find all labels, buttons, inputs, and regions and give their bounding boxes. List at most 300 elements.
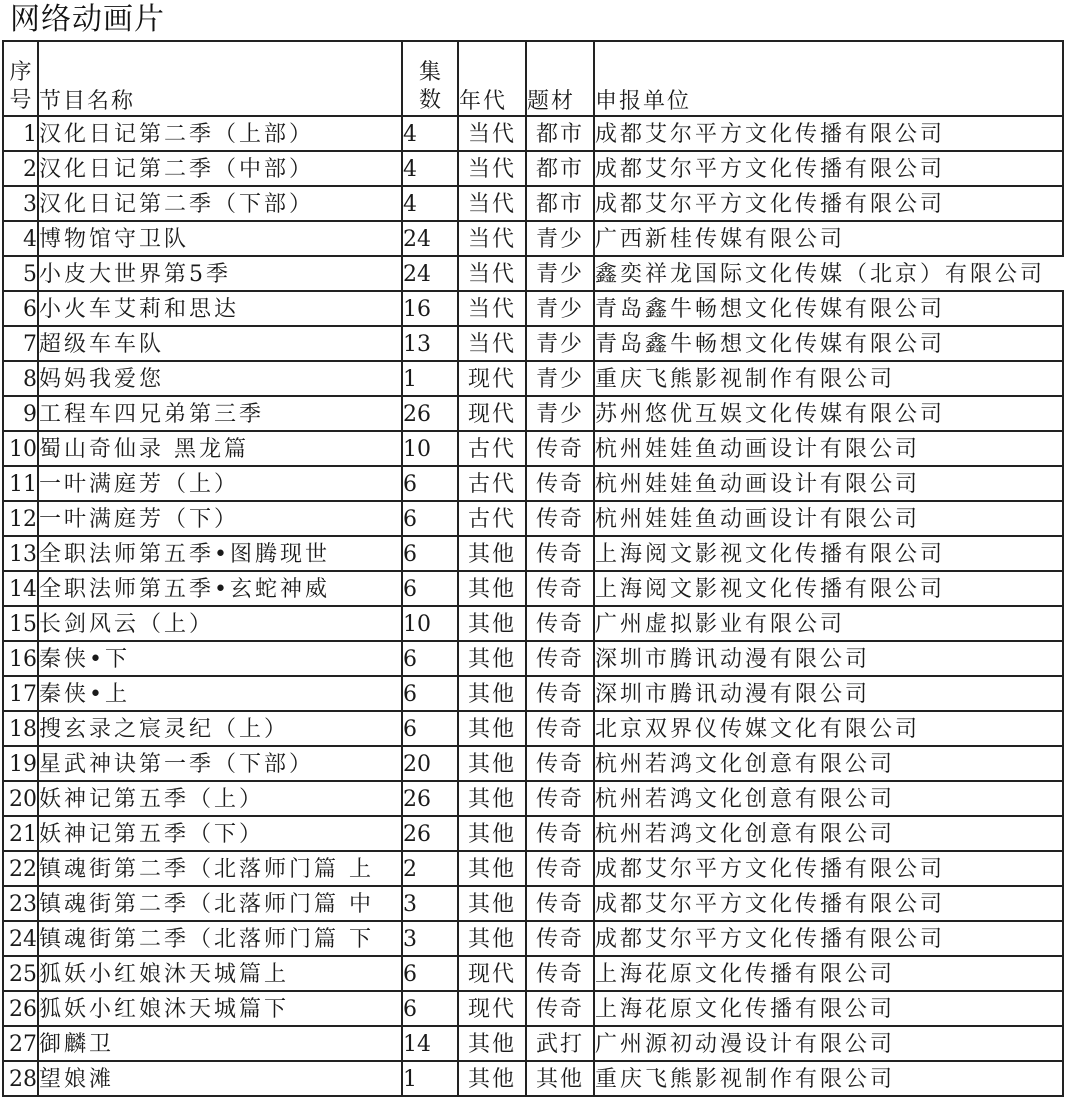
- cell-episodes: [402, 221, 458, 256]
- cell-episodes-text: 26: [403, 402, 431, 427]
- cell-unit-text: 青岛鑫牛畅想文化传媒有限公司: [595, 332, 946, 357]
- cell-index-text: 15: [9, 612, 37, 637]
- cell-era-text: 现代: [467, 962, 516, 987]
- cell-genre: [526, 221, 594, 256]
- cell-unit: [594, 991, 1063, 1026]
- cell-episodes: [402, 326, 458, 361]
- cell-index-text: 9: [23, 402, 37, 427]
- cell-episodes: [402, 396, 458, 431]
- cell-name: [38, 431, 402, 466]
- cell-index-text: 5: [23, 262, 37, 287]
- cell-episodes-text: 16: [403, 297, 431, 322]
- cell-episodes-text: 10: [403, 437, 431, 462]
- cell-index-text: 6: [23, 297, 37, 322]
- cell-unit-text: 成都艾尔平方文化传播有限公司: [595, 927, 946, 952]
- cell-index: [3, 641, 38, 676]
- cell-name: [38, 256, 402, 291]
- cell-index-text: 17: [9, 682, 37, 707]
- header-era: 年代: [458, 41, 526, 116]
- cell-era: [458, 886, 526, 921]
- cell-episodes: [402, 851, 458, 886]
- cell-name-text: 全职法师第五季•玄蛇神威: [39, 577, 330, 602]
- cell-index-text: 16: [9, 647, 37, 672]
- cell-genre-text: 青少: [535, 227, 584, 252]
- cell-unit-text: 深圳市腾讯动漫有限公司: [595, 682, 871, 707]
- cell-unit: [594, 851, 1063, 886]
- cell-unit: [594, 501, 1063, 536]
- cell-name-text: 镇魂街第二季（北落师门篇 下: [39, 927, 374, 952]
- cell-genre: [526, 536, 594, 571]
- cell-unit-text: 上海花原文化传播有限公司: [595, 997, 896, 1022]
- cell-episodes-text: 6: [403, 577, 417, 602]
- cell-name-text: 小火车艾莉和思达: [39, 297, 240, 322]
- cell-name: [38, 291, 402, 326]
- cell-index: [3, 256, 38, 291]
- cell-name: [38, 851, 402, 886]
- table-row: [3, 116, 1063, 151]
- cell-name: [38, 676, 402, 711]
- cell-era-text: 古代: [467, 437, 516, 462]
- cell-episodes: [402, 781, 458, 816]
- cell-episodes-text: 6: [403, 997, 417, 1022]
- cell-name: [38, 991, 402, 1026]
- cell-name-text: 汉化日记第二季（上部）: [39, 122, 315, 147]
- cell-episodes: [402, 711, 458, 746]
- cell-index-text: 8: [23, 367, 37, 392]
- cell-era-text: 其他: [467, 682, 516, 707]
- cell-genre-text: 传奇: [535, 857, 584, 882]
- cell-name: [38, 1061, 402, 1096]
- table-row: [3, 536, 1063, 571]
- cell-name: [38, 606, 402, 641]
- cell-name: [38, 956, 402, 991]
- cell-index: [3, 606, 38, 641]
- cell-episodes: [402, 956, 458, 991]
- cell-unit-text: 鑫奕祥龙国际文化传媒（北京）有限公司: [595, 262, 1046, 287]
- cell-episodes-text: 4: [403, 192, 417, 217]
- cell-unit: [594, 466, 1063, 501]
- cell-era-text: 当代: [467, 332, 516, 357]
- cell-genre-text: 都市: [535, 157, 584, 182]
- cell-index-text: 25: [9, 962, 37, 987]
- cell-unit: [594, 256, 1063, 291]
- cell-index: [3, 816, 38, 851]
- cell-unit: [594, 151, 1063, 186]
- cell-unit-text: 深圳市腾讯动漫有限公司: [595, 647, 871, 672]
- cell-index: [3, 571, 38, 606]
- table-row: [3, 1061, 1063, 1096]
- cell-era: [458, 816, 526, 851]
- cell-era-text: 其他: [467, 1032, 516, 1057]
- cell-genre: [526, 291, 594, 326]
- cell-index: [3, 291, 38, 326]
- header-episodes-line2: 数: [418, 88, 441, 113]
- cell-name: [38, 886, 402, 921]
- cell-genre: [526, 431, 594, 466]
- cell-genre: [526, 746, 594, 781]
- table-row: [3, 851, 1063, 886]
- cell-genre-text: 传奇: [535, 472, 584, 497]
- cell-genre-text: 传奇: [535, 647, 584, 672]
- cell-era-text: 现代: [467, 367, 516, 392]
- table-row: [3, 326, 1063, 361]
- cell-index-text: 14: [9, 577, 37, 602]
- cell-index: [3, 956, 38, 991]
- cell-era-text: 其他: [467, 752, 516, 777]
- cell-index: [3, 186, 38, 221]
- cell-unit-text: 重庆飞熊影视制作有限公司: [595, 1067, 896, 1092]
- cell-index-text: 20: [9, 787, 37, 812]
- cell-unit: [594, 431, 1063, 466]
- cell-name-text: 秦侠•下: [39, 647, 130, 672]
- cell-genre: [526, 711, 594, 746]
- program-table: [2, 40, 1064, 1097]
- cell-episodes: [402, 466, 458, 501]
- cell-unit-text: 成都艾尔平方文化传播有限公司: [595, 122, 946, 147]
- cell-genre-text: 青少: [535, 332, 584, 357]
- cell-index: [3, 396, 38, 431]
- cell-index: [3, 501, 38, 536]
- table-row: [3, 886, 1063, 921]
- cell-episodes: [402, 291, 458, 326]
- cell-episodes: [402, 536, 458, 571]
- cell-genre-text: 传奇: [535, 962, 584, 987]
- cell-unit-text: 杭州娃娃鱼动画设计有限公司: [595, 507, 921, 532]
- cell-episodes-text: 26: [403, 787, 431, 812]
- cell-era-text: 其他: [467, 542, 516, 567]
- header-index: [3, 41, 38, 116]
- cell-index: [3, 921, 38, 956]
- cell-genre-text: 传奇: [535, 752, 584, 777]
- cell-genre: [526, 816, 594, 851]
- cell-index-text: 7: [23, 332, 37, 357]
- cell-unit-text: 广州源初动漫设计有限公司: [595, 1032, 896, 1057]
- cell-episodes: [402, 1026, 458, 1061]
- table-row: [3, 186, 1063, 221]
- cell-unit-text: 青岛鑫牛畅想文化传媒有限公司: [595, 297, 946, 322]
- cell-name: [38, 711, 402, 746]
- header-genre: 题材: [526, 41, 594, 116]
- cell-index-text: 13: [9, 542, 37, 567]
- cell-unit: [594, 326, 1063, 361]
- cell-genre-text: 传奇: [535, 927, 584, 952]
- cell-era-text: 当代: [467, 157, 516, 182]
- cell-era-text: 古代: [467, 472, 516, 497]
- cell-name-text: 镇魂街第二季（北落师门篇 中: [39, 892, 374, 917]
- cell-index-text: 23: [9, 892, 37, 917]
- cell-genre-text: 青少: [535, 367, 584, 392]
- table-row: [3, 606, 1063, 641]
- cell-name-text: 妖神记第五季（上）: [39, 787, 265, 812]
- cell-era-text: 古代: [467, 507, 516, 532]
- cell-era: [458, 291, 526, 326]
- cell-index: [3, 746, 38, 781]
- cell-genre: [526, 361, 594, 396]
- table-row: [3, 571, 1063, 606]
- table-row: [3, 641, 1063, 676]
- cell-episodes-text: 10: [403, 612, 431, 637]
- cell-episodes: [402, 186, 458, 221]
- cell-index: [3, 326, 38, 361]
- cell-name-text: 汉化日记第二季（下部）: [39, 192, 315, 217]
- cell-episodes: [402, 816, 458, 851]
- cell-unit: [594, 676, 1063, 711]
- cell-name: [38, 151, 402, 186]
- table-row: [3, 361, 1063, 396]
- table-row: [3, 816, 1063, 851]
- cell-episodes: [402, 606, 458, 641]
- cell-episodes-text: 13: [403, 332, 431, 357]
- cell-episodes: [402, 886, 458, 921]
- cell-era-text: 当代: [467, 192, 516, 217]
- cell-unit-text: 上海阅文影视文化传播有限公司: [595, 542, 946, 567]
- cell-episodes-text: 6: [403, 647, 417, 672]
- cell-index: [3, 536, 38, 571]
- cell-index-text: 2: [23, 157, 37, 182]
- cell-era-text: 其他: [467, 787, 516, 812]
- cell-era: [458, 116, 526, 151]
- cell-unit: [594, 221, 1063, 256]
- table-row: [3, 151, 1063, 186]
- cell-genre-text: 传奇: [535, 822, 584, 847]
- cell-index-text: 21: [9, 822, 37, 847]
- cell-genre: [526, 921, 594, 956]
- table-row: [3, 256, 1063, 291]
- table-row: [3, 991, 1063, 1026]
- cell-era: [458, 431, 526, 466]
- cell-index: [3, 991, 38, 1026]
- cell-unit-text: 杭州若鸿文化创意有限公司: [595, 752, 896, 777]
- cell-era: [458, 781, 526, 816]
- cell-genre: [526, 641, 594, 676]
- cell-genre: [526, 186, 594, 221]
- cell-era: [458, 186, 526, 221]
- cell-genre: [526, 991, 594, 1026]
- cell-unit: [594, 571, 1063, 606]
- cell-index: [3, 1026, 38, 1061]
- cell-name: [38, 746, 402, 781]
- cell-index: [3, 1061, 38, 1096]
- header-index-line2: 号: [9, 88, 32, 113]
- cell-unit-text: 成都艾尔平方文化传播有限公司: [595, 892, 946, 917]
- cell-unit-text: 广西新桂传媒有限公司: [595, 227, 846, 252]
- cell-unit: [594, 361, 1063, 396]
- cell-unit-text: 杭州若鸿文化创意有限公司: [595, 787, 896, 812]
- cell-episodes: [402, 571, 458, 606]
- header-index-line1: 序: [9, 60, 32, 85]
- cell-era-text: 其他: [467, 577, 516, 602]
- cell-index: [3, 711, 38, 746]
- cell-name: [38, 186, 402, 221]
- cell-genre-text: 传奇: [535, 437, 584, 462]
- cell-unit: [594, 641, 1063, 676]
- cell-unit: [594, 1026, 1063, 1061]
- cell-unit-text: 成都艾尔平方文化传播有限公司: [595, 157, 946, 182]
- cell-genre: [526, 676, 594, 711]
- cell-unit-text: 上海阅文影视文化传播有限公司: [595, 577, 946, 602]
- cell-unit-text: 苏州悠优互娱文化传媒有限公司: [595, 402, 946, 427]
- cell-unit-text: 杭州娃娃鱼动画设计有限公司: [595, 437, 921, 462]
- cell-name-text: 一叶满庭芳（下）: [39, 507, 240, 532]
- cell-episodes: [402, 1061, 458, 1096]
- cell-unit: [594, 921, 1063, 956]
- cell-name: [38, 921, 402, 956]
- cell-era: [458, 851, 526, 886]
- table-row: [3, 221, 1063, 256]
- cell-era-text: 其他: [467, 612, 516, 637]
- cell-index: [3, 886, 38, 921]
- cell-index-text: 26: [9, 997, 37, 1022]
- cell-unit-text: 成都艾尔平方文化传播有限公司: [595, 192, 946, 217]
- cell-name-text: 工程车四兄弟第三季: [39, 402, 265, 427]
- cell-name: [38, 501, 402, 536]
- cell-era: [458, 501, 526, 536]
- cell-name-text: 镇魂街第二季（北落师门篇 上: [39, 857, 374, 882]
- cell-index: [3, 151, 38, 186]
- cell-name: [38, 116, 402, 151]
- cell-episodes: [402, 151, 458, 186]
- header-row: [3, 41, 1063, 116]
- cell-episodes-text: 1: [403, 367, 417, 392]
- cell-era: [458, 956, 526, 991]
- cell-index: [3, 361, 38, 396]
- cell-genre: [526, 396, 594, 431]
- cell-era: [458, 991, 526, 1026]
- cell-episodes: [402, 991, 458, 1026]
- cell-era-text: 现代: [467, 997, 516, 1022]
- cell-index-text: 3: [23, 192, 37, 217]
- cell-name-text: 一叶满庭芳（上）: [39, 472, 240, 497]
- cell-episodes-text: 6: [403, 472, 417, 497]
- cell-era: [458, 466, 526, 501]
- cell-unit-text: 北京双界仪传媒文化有限公司: [595, 717, 921, 742]
- cell-episodes-text: 3: [403, 892, 417, 917]
- cell-episodes-text: 2: [403, 857, 417, 882]
- header-episodes: [402, 41, 458, 116]
- cell-genre: [526, 886, 594, 921]
- cell-genre-text: 传奇: [535, 542, 584, 567]
- cell-genre: [526, 571, 594, 606]
- table-row: [3, 291, 1063, 326]
- cell-unit: [594, 116, 1063, 151]
- cell-name-text: 全职法师第五季•图腾现世: [39, 542, 330, 567]
- cell-name: [38, 396, 402, 431]
- cell-index-text: 28: [9, 1067, 37, 1092]
- cell-unit: [594, 186, 1063, 221]
- cell-episodes-text: 20: [403, 752, 431, 777]
- cell-era: [458, 676, 526, 711]
- cell-era-text: 当代: [467, 122, 516, 147]
- cell-episodes-text: 24: [403, 227, 431, 252]
- table-row: [3, 501, 1063, 536]
- header-episodes-line1: 集: [418, 60, 441, 85]
- cell-era-text: 其他: [467, 857, 516, 882]
- cell-name: [38, 571, 402, 606]
- cell-genre: [526, 116, 594, 151]
- cell-unit: [594, 606, 1063, 641]
- table-body: [3, 116, 1063, 1096]
- cell-index: [3, 676, 38, 711]
- cell-era: [458, 361, 526, 396]
- cell-name-text: 御麟卫: [39, 1032, 115, 1057]
- cell-era: [458, 1026, 526, 1061]
- cell-name: [38, 466, 402, 501]
- cell-unit-text: 广州虚拟影业有限公司: [595, 612, 846, 637]
- cell-unit: [594, 781, 1063, 816]
- cell-name-text: 蜀山奇仙录 黑龙篇: [39, 437, 249, 462]
- cell-unit: [594, 886, 1063, 921]
- table-row: [3, 396, 1063, 431]
- cell-episodes: [402, 921, 458, 956]
- cell-episodes-text: 6: [403, 682, 417, 707]
- header-unit: 申报单位: [594, 41, 1063, 116]
- cell-genre: [526, 851, 594, 886]
- cell-era: [458, 606, 526, 641]
- cell-name: [38, 536, 402, 571]
- cell-unit-text: 上海花原文化传播有限公司: [595, 962, 896, 987]
- cell-genre: [526, 151, 594, 186]
- cell-era: [458, 256, 526, 291]
- cell-genre-text: 青少: [535, 297, 584, 322]
- cell-episodes-text: 26: [403, 822, 431, 847]
- cell-era: [458, 396, 526, 431]
- cell-era-text: 其他: [467, 647, 516, 672]
- cell-era-text: 其他: [467, 892, 516, 917]
- cell-genre-text: 都市: [535, 122, 584, 147]
- cell-era: [458, 151, 526, 186]
- cell-index-text: 19: [9, 752, 37, 777]
- cell-episodes: [402, 746, 458, 781]
- cell-genre-text: 青少: [535, 402, 584, 427]
- cell-unit: [594, 1061, 1063, 1096]
- cell-genre: [526, 781, 594, 816]
- cell-genre: [526, 466, 594, 501]
- cell-episodes-text: 6: [403, 507, 417, 532]
- cell-episodes: [402, 641, 458, 676]
- table-row: [3, 676, 1063, 711]
- cell-name-text: 博物馆守卫队: [39, 227, 190, 252]
- cell-genre: [526, 501, 594, 536]
- cell-unit: [594, 711, 1063, 746]
- cell-genre-text: 传奇: [535, 997, 584, 1022]
- cell-episodes: [402, 361, 458, 396]
- cell-genre-text: 传奇: [535, 717, 584, 742]
- cell-name: [38, 361, 402, 396]
- cell-genre: [526, 256, 594, 291]
- cell-era-text: 其他: [467, 1067, 516, 1092]
- cell-genre: [526, 1061, 594, 1096]
- cell-genre-text: 都市: [535, 192, 584, 217]
- cell-unit: [594, 816, 1063, 851]
- cell-genre: [526, 606, 594, 641]
- table-row: [3, 746, 1063, 781]
- cell-unit: [594, 291, 1063, 326]
- cell-name-text: 妖神记第五季（下）: [39, 822, 265, 847]
- cell-era: [458, 536, 526, 571]
- cell-era: [458, 571, 526, 606]
- cell-index-text: 1: [23, 122, 37, 147]
- cell-index-text: 4: [23, 227, 37, 252]
- table-row: [3, 431, 1063, 466]
- cell-index-text: 18: [9, 717, 37, 742]
- cell-unit: [594, 536, 1063, 571]
- cell-index: [3, 116, 38, 151]
- cell-era: [458, 746, 526, 781]
- cell-era: [458, 641, 526, 676]
- cell-index-text: 22: [9, 857, 37, 882]
- cell-era-text: 当代: [467, 262, 516, 287]
- cell-name: [38, 641, 402, 676]
